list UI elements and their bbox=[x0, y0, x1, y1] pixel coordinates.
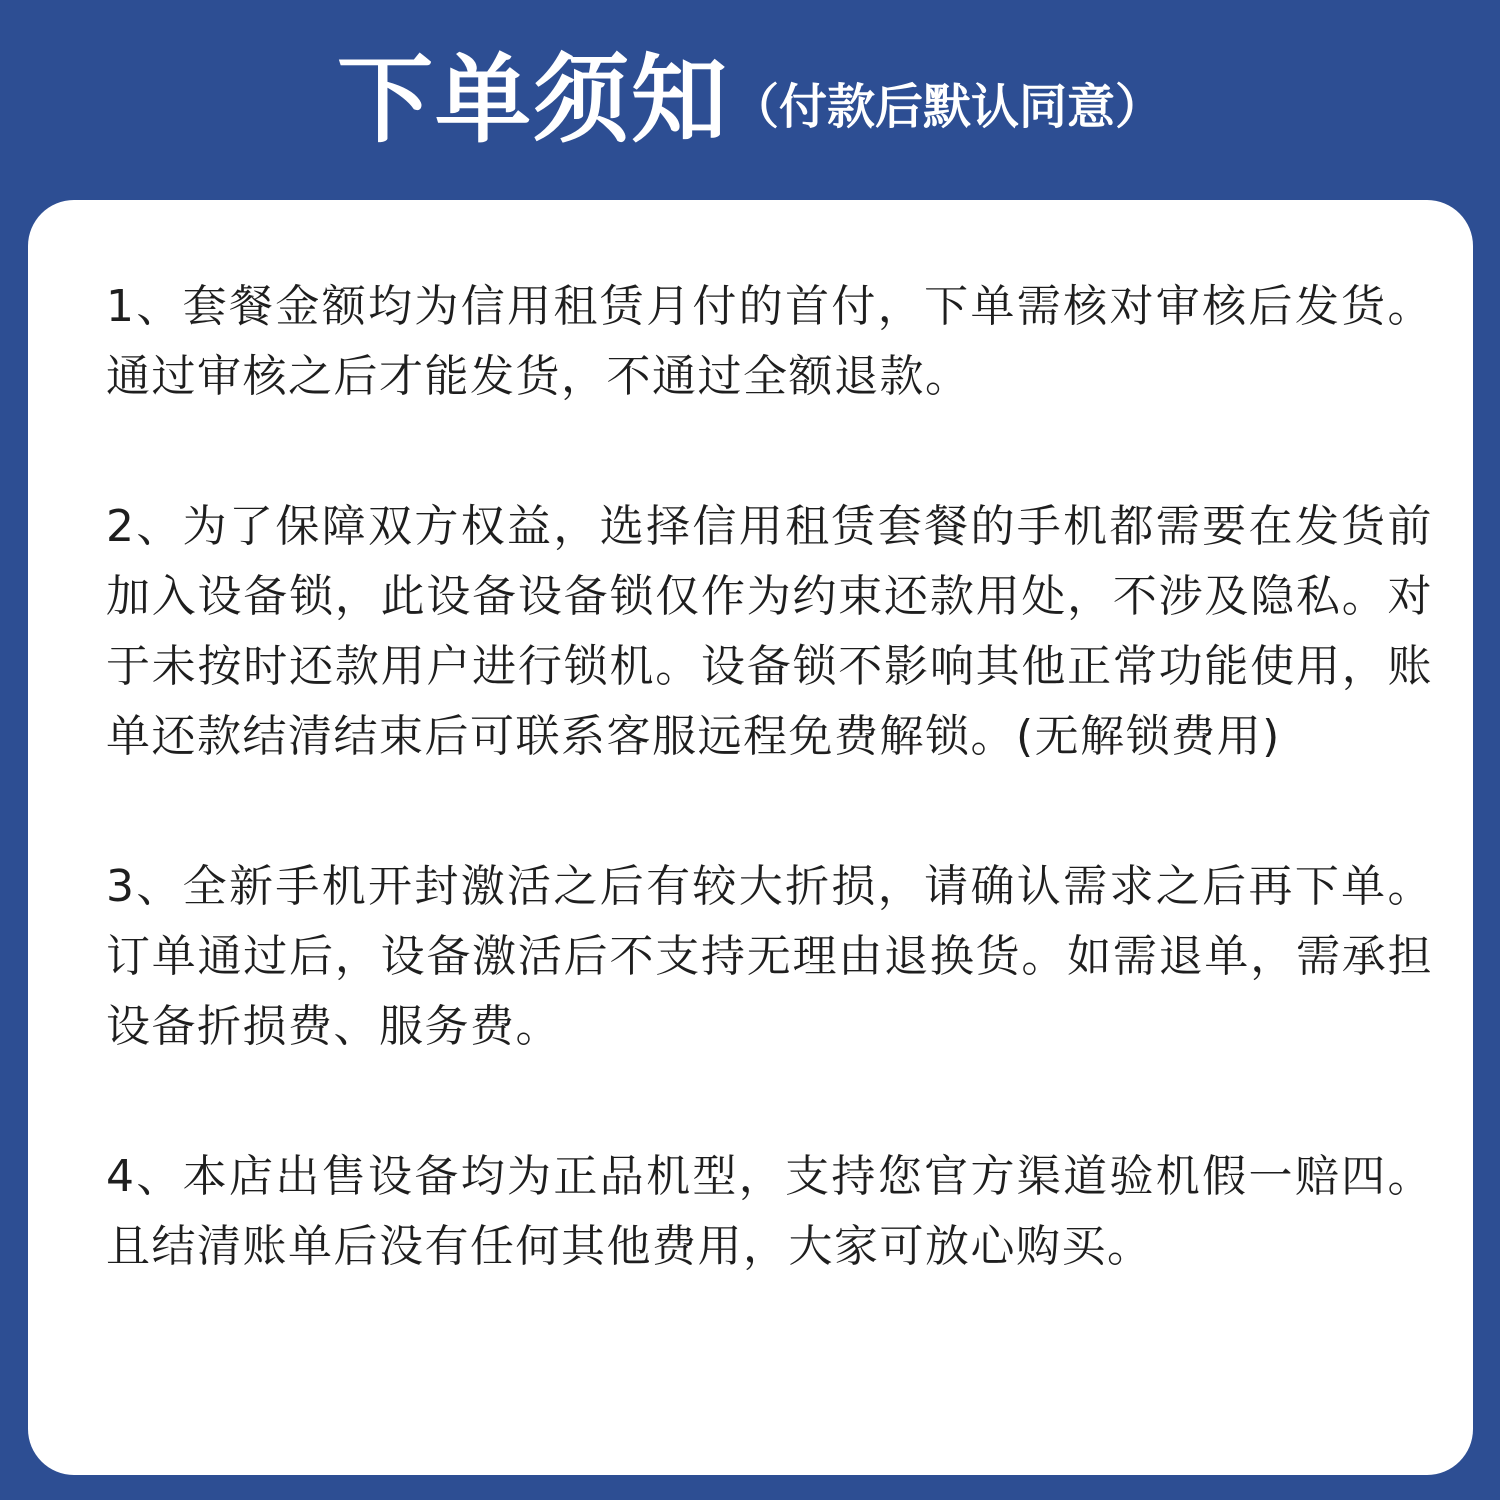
page-title: 下单须知 bbox=[336, 44, 729, 156]
page-header bbox=[0, 0, 1500, 200]
notice-card bbox=[28, 200, 1473, 1475]
notice-item-1: 1、套餐金额均为信用租赁月付的首付，下单需核对审核后发货。通过审核之后才能发货，不通过全额退款。 bbox=[106, 281, 1433, 402]
notice-item-3: 3、全新手机开封激活之后有较大折损，请确认需求之后再下单。订单通过后，设备激活后不支持无理由退换货。如需退单，需承担设备折损费、服务费。 bbox=[106, 861, 1433, 1052]
page-subtitle: （付款后默认同意） bbox=[730, 79, 1163, 135]
notice-item-2: 2、为了保障双方权益，选择信用租赁套餐的手机都需要在发货前加入设备锁，此设备设备锁仅作为约束还款用处，不涉及隐私。对于未按时还款用户进行锁机。设备锁不影响其他正常功能使用，账单还款结清结束后可联系客服远程免费解锁。(无解锁费用) bbox=[106, 501, 1433, 762]
notice-item-4: 4、本店出售设备均为正品机型，支持您官方渠道验机假一赔四。且结清账单后没有任何其他费用，大家可放心购买。 bbox=[106, 1151, 1433, 1272]
